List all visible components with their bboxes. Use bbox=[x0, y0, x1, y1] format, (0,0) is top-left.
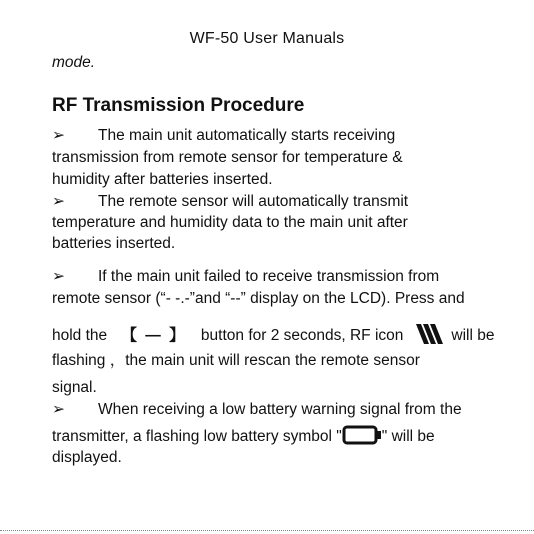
bullet-1-text: The main unit automatically starts receiving bbox=[98, 127, 396, 144]
bullet-3-text: If the main unit failed to receive transmission from bbox=[98, 268, 440, 285]
bullet-arrow-icon: ➢ bbox=[52, 127, 65, 144]
bullet-2-line-1 bbox=[52, 191, 408, 212]
will-be-displayed-text: " will be bbox=[381, 428, 435, 445]
bullet-2-text: The remote sensor will automatically transmit bbox=[98, 193, 409, 210]
bullet-2-line-2: temperature and humidity data to the main unit after bbox=[52, 214, 408, 231]
bullet-1-line-1 bbox=[52, 125, 395, 146]
bullet-3-line-1 bbox=[52, 266, 439, 287]
bullet-3-line-5: signal. bbox=[52, 379, 97, 396]
page-bottom-divider bbox=[0, 530, 534, 531]
bullet-4-text: When receiving a low battery warning signal from the bbox=[98, 401, 462, 418]
bullet-3-line-2: remote sensor (“- -.-”and “--” display on the LCD). Press and bbox=[52, 290, 465, 307]
low-battery-text: transmitter, a flashing low battery symbol " bbox=[52, 428, 342, 445]
button-instruction-text: button for 2 seconds, RF icon bbox=[200, 327, 404, 344]
intro-word: mode. bbox=[52, 54, 96, 71]
bullet-arrow-icon: ➢ bbox=[52, 193, 65, 210]
will-be-text: will be bbox=[451, 327, 495, 344]
rf-signal-icon bbox=[413, 322, 443, 352]
bullet-4-line-3: displayed. bbox=[52, 449, 122, 466]
hold-the-text: hold the bbox=[52, 327, 108, 344]
bullet-4-line-1 bbox=[52, 399, 462, 420]
bullet-1-line-2: transmission from remote sensor for temperature & bbox=[52, 149, 403, 166]
section-heading: RF Transmission Procedure bbox=[52, 95, 305, 116]
low-battery-icon bbox=[342, 425, 382, 451]
bullet-arrow-icon: ➢ bbox=[52, 401, 65, 418]
bullet-1-line-3: humidity after batteries inserted. bbox=[52, 171, 273, 188]
bullet-arrow-icon: ➢ bbox=[52, 268, 65, 285]
minus-button-symbol: 【 — 】 bbox=[121, 327, 187, 344]
bullet-3-line-4: flashing ，the main unit will rescan the remote sensor bbox=[52, 352, 420, 369]
bullet-2-line-3: batteries inserted. bbox=[52, 235, 176, 252]
manual-header-title: WF-50 User Manuals bbox=[189, 30, 345, 47]
bullet-3-line-3 bbox=[52, 322, 494, 352]
